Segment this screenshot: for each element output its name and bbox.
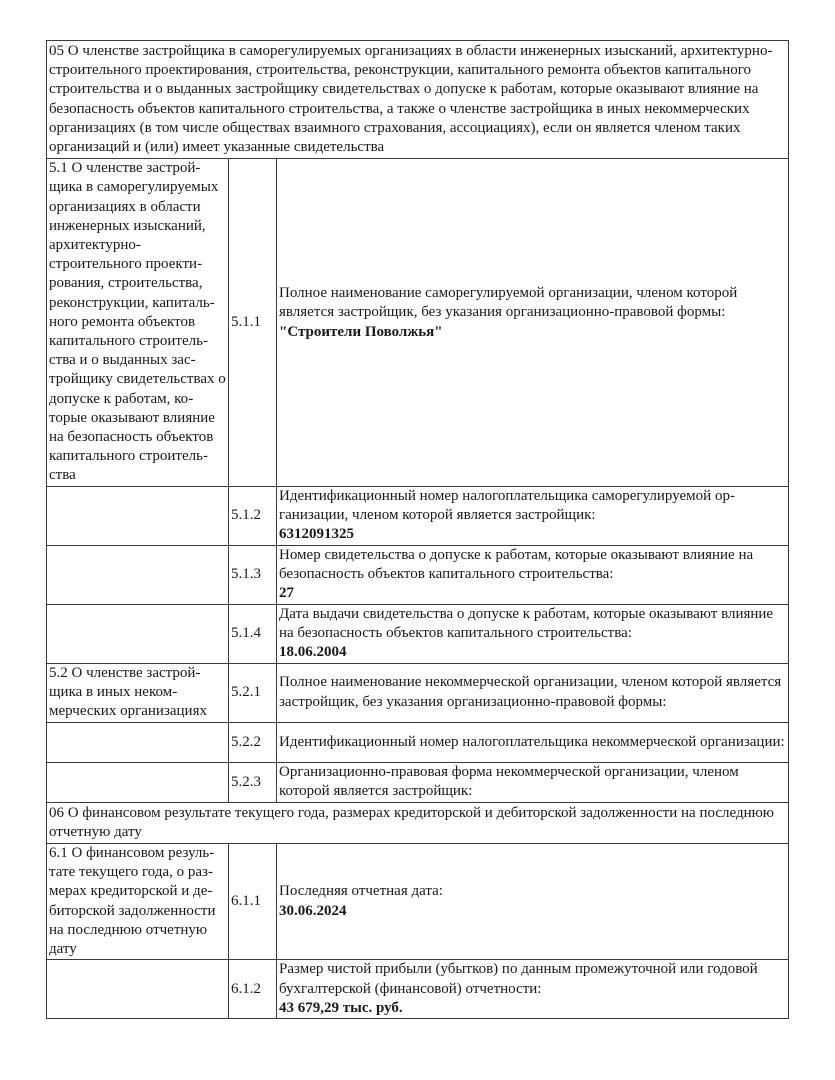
row-label: Полное наименование саморегулируемой организации, членом которой является застройщик, без указания организационно-правовой формы:: [279, 285, 738, 321]
empty-cell: [47, 960, 229, 1019]
row-label: Последняя отчетная дата:: [279, 883, 443, 900]
document-page: [46, 40, 789, 1019]
row-label: Полное наименование некоммерческой организации, членом которой является застройщик, без указания организационно-правовой формы:: [279, 674, 782, 710]
row-content: [277, 486, 789, 545]
row-label: Номер свидетельства о допуске к работам, которые оказывают влияние на безопасность объектов капитального строительства:: [279, 546, 754, 583]
row-value: "Строители Поволжья": [279, 323, 443, 340]
row-content: [277, 663, 789, 722]
row-content: [277, 545, 789, 604]
row-value: 18.06.2004: [279, 644, 347, 661]
row-content: [277, 960, 789, 1019]
row-content: [277, 604, 789, 663]
row-code: 6.1.2: [229, 960, 277, 1019]
empty-cell: [47, 722, 229, 762]
table-row-5-1-1: [47, 159, 789, 486]
row-label: Размер чистой прибыли (убытков) по данным промежуточной или годовой бухгалтерской (финансовой) отчетности:: [279, 961, 758, 997]
row-content: [277, 722, 789, 762]
empty-cell: [47, 545, 229, 604]
declaration-table: [46, 40, 789, 1019]
row-content: [277, 844, 789, 960]
section-06-title: 06 О финансовом результате текущего года, размерах кредиторской и дебиторской задолженности на последнюю отчетную дату: [47, 802, 789, 843]
empty-cell: [47, 604, 229, 663]
table-row-5-2-3: [47, 762, 789, 802]
table-row-6-1-2: [47, 960, 789, 1019]
table-row-5-2-1: [47, 663, 789, 722]
row-code: 5.2.3: [229, 762, 277, 802]
row-label: Идентификационный номер налогоплательщика саморегулируемой организации, членом которой является застройщик:: [279, 487, 735, 524]
subsection-5-1-title: 5.1 О членстве застройщика в саморегулируемых организациях в области инженерных изысканий, архитектурно-строительного проектирования, строительства, реконструкции, капитального ремонта объектов капитального строительства и о выданных застройщику свидетельствах о допуске к работам, которые оказывают влияние на безопасность объектов капитального строительства: [47, 159, 229, 486]
table-row-5-1-4: [47, 604, 789, 663]
row-code: 5.2.1: [229, 663, 277, 722]
section-05-title: 05 О членстве застройщика в саморегулируемых организациях в области инженерных изысканий, архитектурно-строительного проектирования, строительства, реконструкции, капитального ремонта объектов капитального строительства и о выданных застройщику свидетельствах о допуске к работам, которые оказывают влияние на безопасность объектов капитального строительства, а также о членстве застройщика в иных некоммерческих организациях (в том числе обществах взаимного страхования, ассоциациях), если он является членом таких организаций и (или) имеет указанные свидетельства: [47, 41, 789, 159]
empty-cell: [47, 762, 229, 802]
subsection-6-1-title: 6.1 О финансовом результате текущего года, о размерах кредиторской и дебиторской задолженности на последнюю отчетную дату: [47, 844, 229, 960]
table-row-5-1-2: [47, 486, 789, 545]
row-content: [277, 762, 789, 802]
table-row-5-2-2: [47, 722, 789, 762]
row-value: 30.06.2024: [279, 902, 347, 919]
row-label: Дата выдачи свидетельства о допуске к работам, которые оказывают влияние на безопасность объектов капитального строительства:: [279, 605, 774, 642]
row-content: [277, 159, 789, 486]
row-code: 5.1.4: [229, 604, 277, 663]
row-code: 5.1.1: [229, 159, 277, 486]
row-value: 27: [279, 585, 294, 602]
row-label: Идентификационный номер налогоплательщика некоммерческой организации:: [279, 733, 785, 750]
subsection-5-2-title: 5.2 О членстве застройщика в иных некоммерческих организациях: [47, 663, 229, 722]
section-06-header-row: [47, 802, 789, 843]
section-05-header-row: [47, 41, 789, 159]
table-row-5-1-3: [47, 545, 789, 604]
empty-cell: [47, 486, 229, 545]
row-value: 6312091325: [279, 526, 354, 543]
row-code: 5.1.2: [229, 486, 277, 545]
row-label: Организационно-правовая форма некоммерческой организации, членом которой является застройщик:: [279, 763, 739, 800]
row-value: 43 679,29 тыс. руб.: [279, 999, 403, 1016]
row-code: 5.1.3: [229, 545, 277, 604]
table-row-6-1-1: [47, 844, 789, 960]
row-code: 6.1.1: [229, 844, 277, 960]
row-code: 5.2.2: [229, 722, 277, 762]
